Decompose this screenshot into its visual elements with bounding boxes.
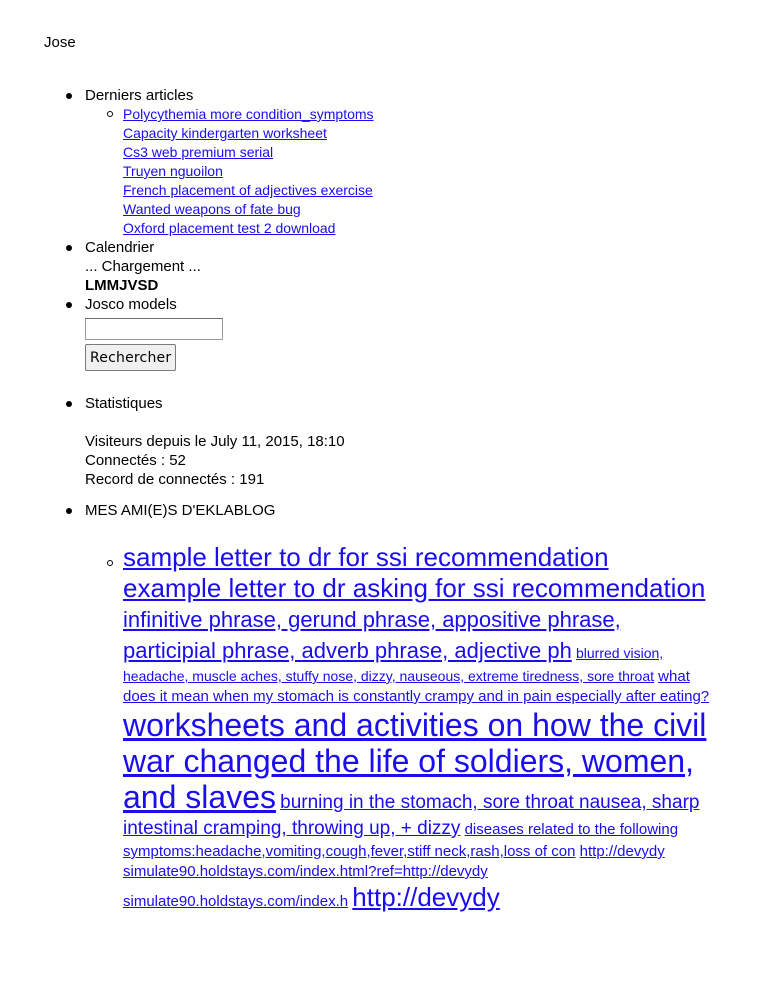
site-title: Jose [44, 34, 76, 51]
article-link[interactable]: Polycythemia more condition_symptoms [123, 106, 374, 122]
widget-heading-friends: MES AMI(E)S D'EKLABLOG [85, 502, 276, 519]
widget-friends [85, 501, 725, 913]
article-link[interactable]: French placement of adjectives exercise [123, 182, 373, 198]
calendar-loading-text: ... Chargement ... [85, 258, 201, 275]
article-link[interactable]: Wanted weapons of fate bug [123, 201, 301, 217]
stats-connected: Connectés : 52 [85, 452, 186, 469]
calendar-weekdays: LMMJVSD [85, 277, 159, 294]
widget-heading-calendar: Calendrier [85, 239, 155, 256]
tag-link[interactable]: diseases related to the following symptoms:headache,vomiting,cough,fever,stiff neck,rash,loss of con [123, 821, 679, 860]
widget-search [85, 295, 725, 371]
tag-link[interactable]: worksheets and activities on how the civil war changed the life of soldiers, women, and slaves [123, 707, 707, 815]
widget-heading-statistics: Statistiques [85, 395, 163, 412]
tag-link[interactable]: burning in the stomach, sore throat nausea, sharp intestinal cramping, throwing up, + dizzy [123, 792, 700, 839]
article-link[interactable]: Oxford placement test 2 download [123, 220, 336, 236]
list-item [123, 105, 725, 238]
widget-latest-articles [85, 86, 725, 238]
tag-link[interactable]: what does it mean when my stomach is constantly crampy and in pain especially after eating? [123, 668, 710, 705]
widget-statistics [85, 394, 725, 489]
latest-articles-list [85, 105, 725, 238]
article-link[interactable]: Capacity kindergarten worksheet [123, 125, 327, 141]
tag-link[interactable]: http://devydy [352, 882, 500, 912]
tag-link[interactable]: sample letter to dr for ssi recommendation example letter to dr asking for ssi recommendation [123, 542, 706, 603]
widget-calendar [85, 238, 725, 295]
search-button[interactable]: Rechercher [85, 344, 176, 371]
tag-link[interactable]: infinitive phrase, gerund phrase, appositive phrase, participial phrase, adverb phrase, adjective ph [123, 607, 621, 663]
article-link[interactable]: Cs3 web premium serial [123, 144, 274, 160]
article-link[interactable]: Truyen nguoilon [123, 163, 223, 179]
stats-visitors: Visiteurs depuis le July 11, 2015, 18:10 [85, 433, 345, 450]
widget-heading-search: Josco models [85, 296, 177, 313]
tag-link[interactable]: http://devydy simulate90.holdstays.com/index.html?ref=http://devydy simulate90.holdstays.com/index.h [123, 843, 665, 910]
friends-tag-cloud [123, 542, 713, 913]
search-input[interactable] [85, 318, 223, 340]
widget-heading-latest: Derniers articles [85, 87, 194, 104]
stats-record: Record de connectés : 191 [85, 471, 265, 488]
tag-link[interactable]: blurred vision, headache, muscle aches, stuffy nose, dizzy, nauseous, extreme tiredness, sore throat [123, 645, 664, 684]
sidebar-widgets [85, 86, 725, 913]
